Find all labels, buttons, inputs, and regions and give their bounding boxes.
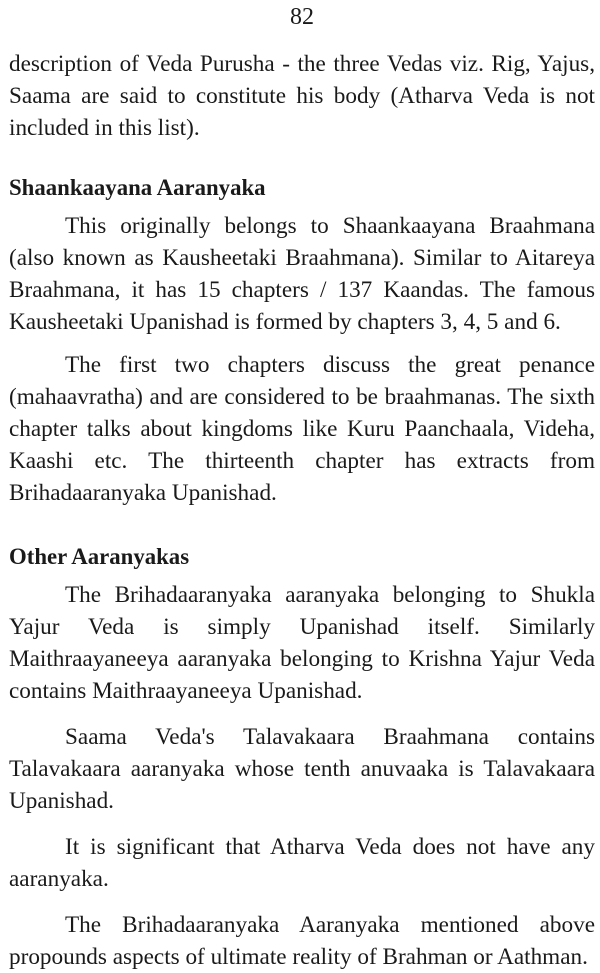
paragraph-talavakaara: Saama Veda's Talavakaara Braahmana contains Talavakaara aaranyaka whose tenth anuvaaka is Talavakaara Upanishad. [9, 724, 595, 814]
page-number: 82 [290, 4, 314, 30]
paragraph-shaankaayana-origin: This originally belongs to Shaankaayana Braahmana (also known as Kausheetaki Braahmana). Similar to Aitareya Braahmana, it has 15 chapters / 137 Kaandas. The famous Kausheetaki Upanishad is formed by chapters 3, 4, 5 and 6. [9, 213, 595, 335]
book-page [9, 0, 595, 973]
paragraph-brahman-aathman: The Brihadaaranyaka Aaranyaka mentioned above propounds aspects of ultimate reality of Brahman or Aathman. [9, 912, 595, 970]
paragraph-veda-purusha: description of Veda Purusha - the three Vedas viz. Rig, Yajus, Saama are said to constitute his body (Atharva Veda is not included in this list). [9, 51, 595, 141]
paragraph-first-two-chapters: The first two chapters discuss the great penance (mahaavratha) and are considered to be braahmanas. The sixth chapter talks about kingdoms like Kuru Paanchaala, Videha, Kaashi etc. The thirteenth chapter has extracts from Brihadaaranyaka Upanishad. [9, 352, 595, 506]
paragraph-brihadaaranyaka: The Brihadaaranyaka aaranyaka belonging to Shukla Yajur Veda is simply Upanishad itself. Similarly Maithraayaneeya aaranyaka belonging to Krishna Yajur Veda contains Maithraayaneeya Upanishad. [9, 582, 595, 704]
heading-shaankaayana-aaranyaka: Shaankaayana Aaranyaka [9, 175, 266, 200]
paragraph-atharva-veda: It is significant that Atharva Veda does not have any aaranyaka. [9, 834, 595, 892]
heading-other-aaranyakas: Other Aaranyakas [9, 544, 190, 569]
